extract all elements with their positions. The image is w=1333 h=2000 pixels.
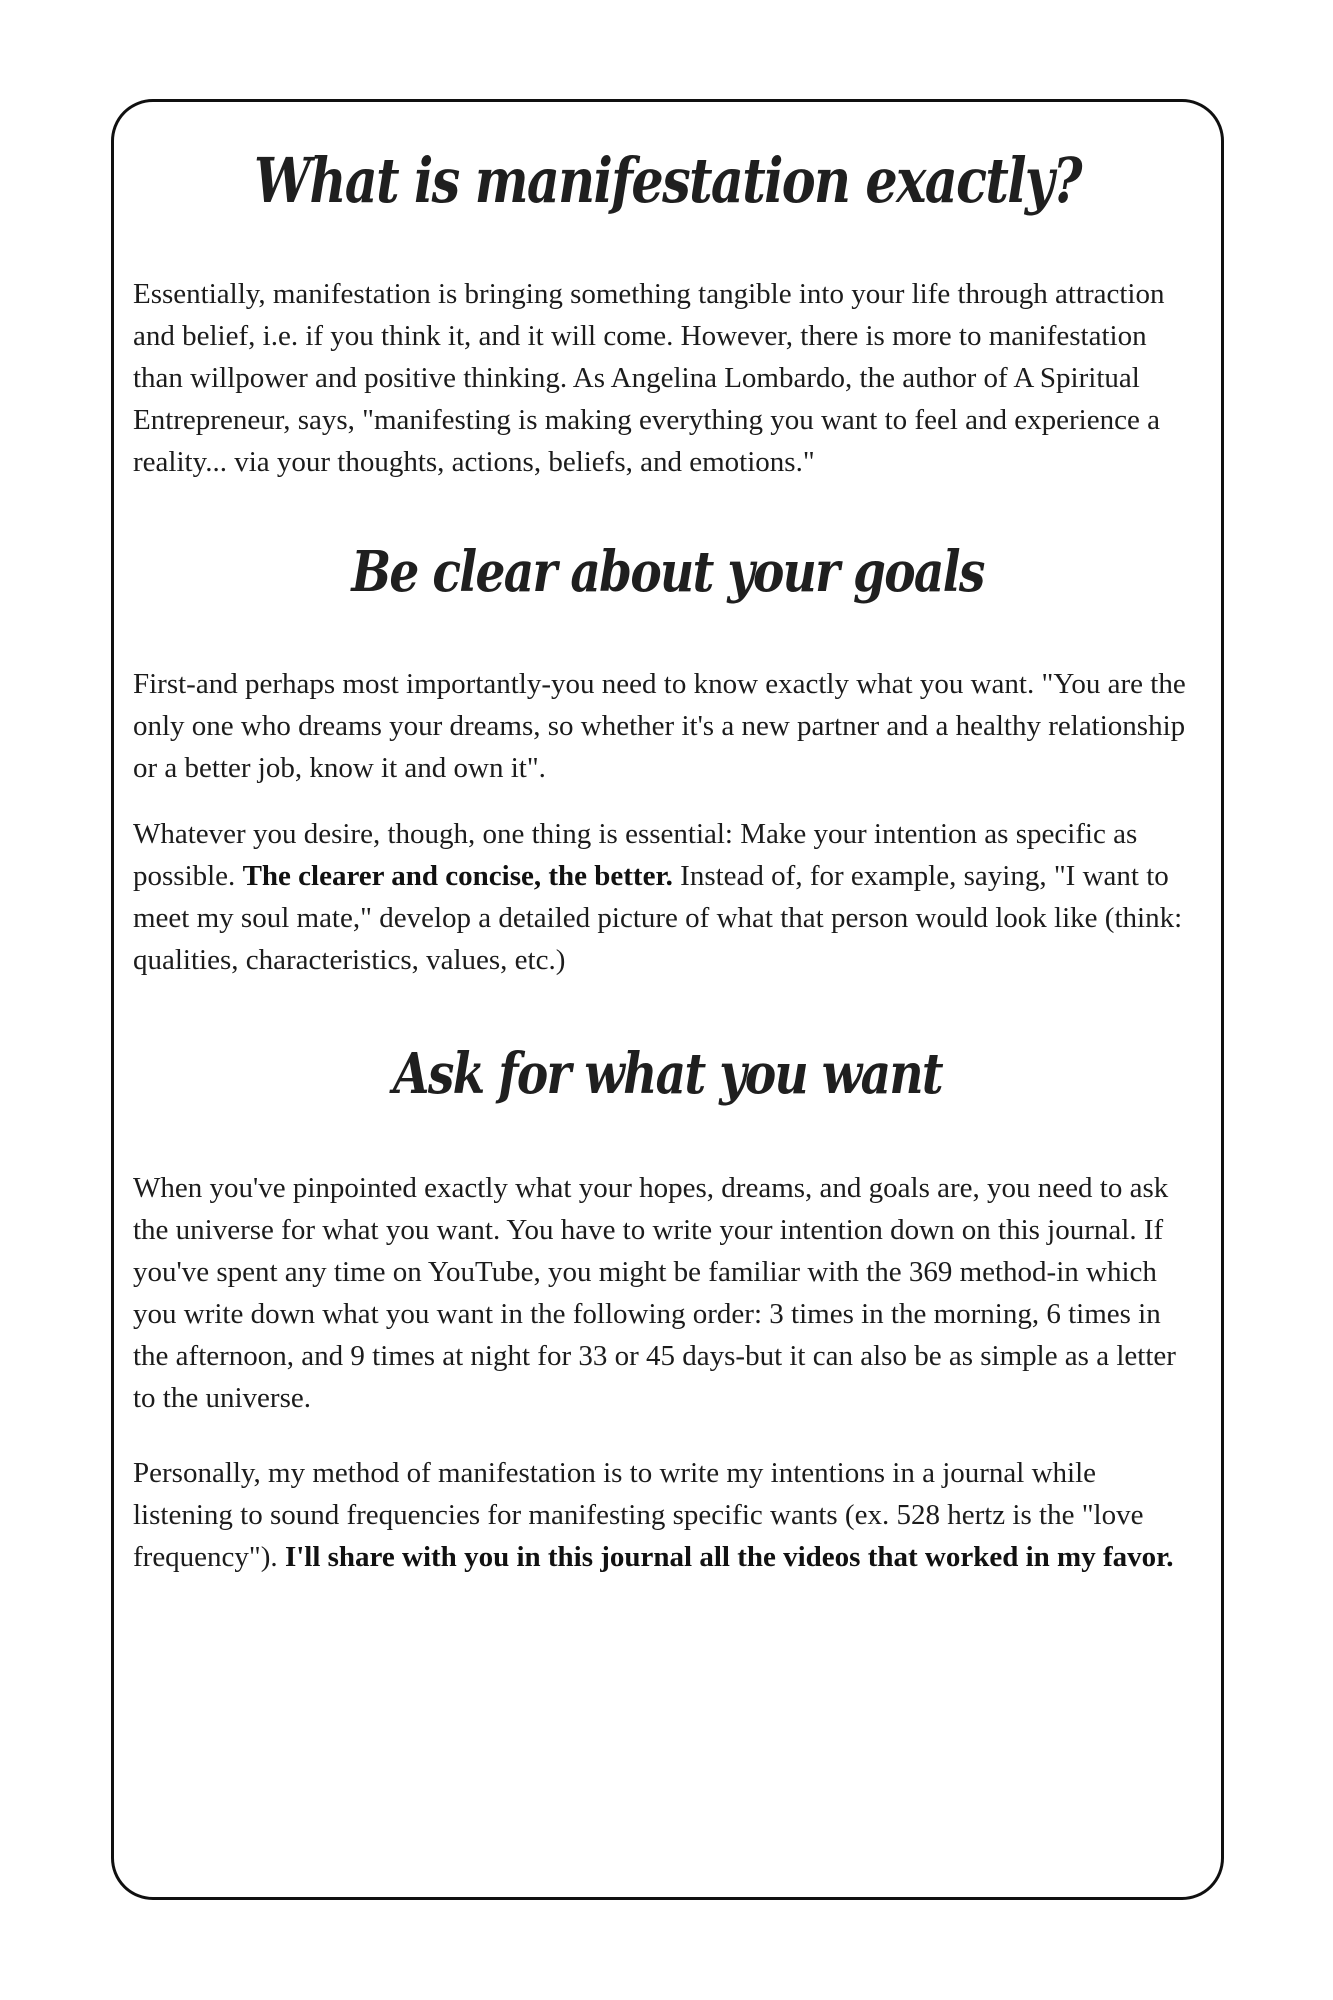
paragraph-personal-method [133, 1452, 1202, 1578]
specific-intention-text-start: Whatever you desire, though, one thing is essential: Make your intention as specific as possible. [133, 818, 1138, 892]
emphasis-clearer-and-concise: The clearer and concise, the better. [242, 860, 673, 892]
personal-method-text-start: Personally, my method of manifestation is to write my intentions in a journal while listening to sound frequencies for manifesting specific wants (ex. 528 hertz is the "love frequency"). [133, 1457, 1144, 1573]
paragraph-intro-manifestation: Essentially, manifestation is bringing something tangible into your life through attraction and belief, i.e. if you think it, and it will come. However, there is more to manifestation than willpower and positive thinking. As Angelina Lombardo, the author of A Spiritual Entrepreneur, says, "manifesting is making everything you want to feel and experience a reality... via your thoughts, actions, beliefs, and emotions." [133, 278, 1165, 478]
journal-card [111, 99, 1224, 1900]
paragraph-know-what-you-want: First-and perhaps most importantly-you need to know exactly what you want. "You are the only one who dreams your dreams, so whether it's a new partner and a healthy relationship or a better job, know it and own it". [133, 668, 1186, 784]
paragraph-ask-the-universe: When you've pinpointed exactly what your hopes, dreams, and goals are, you need to ask the universe for what you want. You have to write your intention down on this journal. If you've spent any time on YouTube, you might be familiar with the 369 method-in which you write down what you want in the following order: 3 times in the morning, 6 times in the afternoon, and 9 times at night for 33 or 45 days-but it can also be as simple as a letter to the universe. [133, 1172, 1176, 1414]
section-heading-be-clear-about-goals: Be clear about your goals [351, 539, 984, 605]
emphasis-share-videos: I'll share with you in this journal all the videos that worked in my favor. [284, 1541, 1174, 1573]
paragraph-specific-intention [133, 813, 1202, 981]
page-title: What is manifestation exactly? [254, 144, 1081, 217]
section-heading-ask-for-what-you-want: Ask for what you want [393, 1041, 942, 1107]
specific-intention-text-end: Instead of, for example, saying, "I want to meet my soul mate," develop a detailed picture of what that person would look like (think: qualities, characteristics, values, etc.) [133, 860, 1183, 976]
